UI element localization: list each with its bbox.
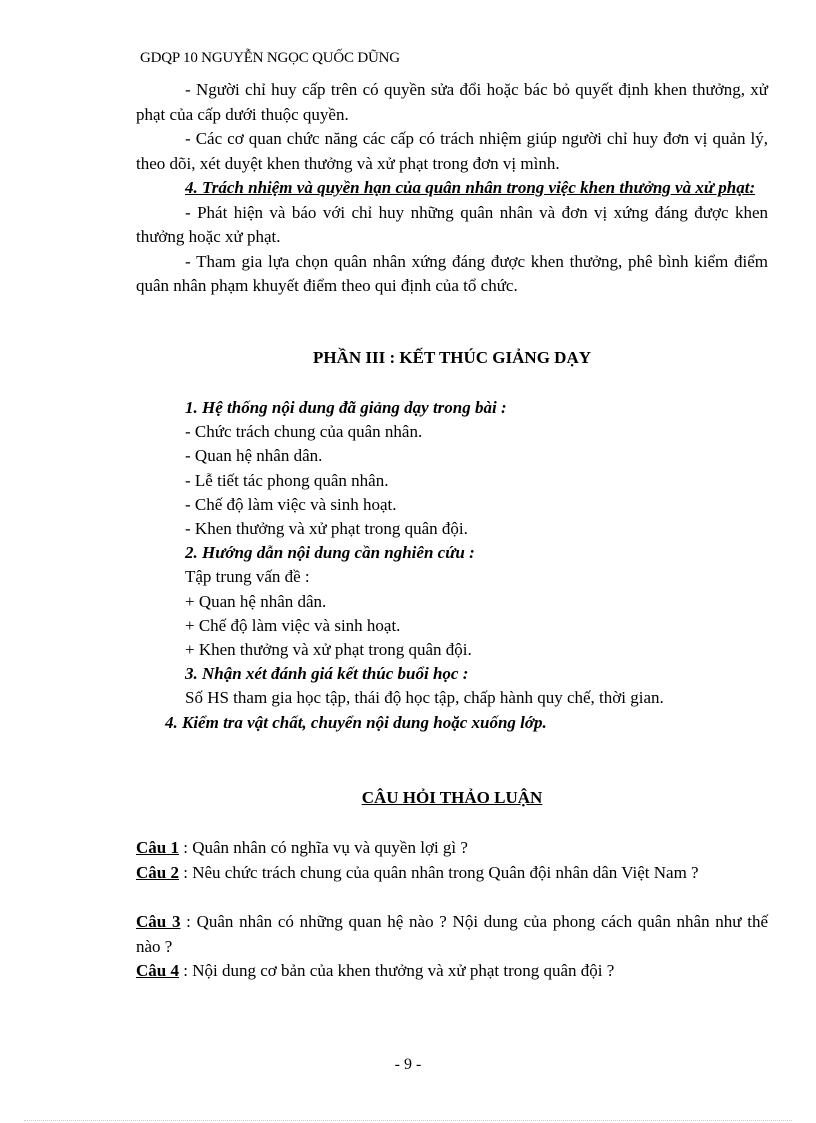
discussion-title: CÂU HỎI THẢO LUẬN — [361, 788, 543, 807]
heading-study-guide: 2. Hướng dẫn nội dung cần nghiên cứu : — [185, 543, 475, 563]
page-header: GDQP 10 NGUYỄN NGỌC QUỐC DŨNG — [140, 50, 400, 66]
list-item: + Quan hệ nhân dân. — [185, 591, 327, 611]
focus-label: Tập trung vấn đề : — [185, 567, 310, 587]
question-label: Câu 3 — [136, 912, 181, 931]
list-item: + Chế độ làm việc và sinh hoạt. — [185, 615, 401, 635]
question-text: : Quân nhân có những quan hệ nào ? Nội dung của phong cách quân nhân như thế nào ? — [136, 912, 769, 956]
question-1 — [136, 836, 768, 861]
question-text: : Quân nhân có nghĩa vụ và quyền lợi gì ? — [178, 838, 468, 857]
question-label: Câu 4 — [136, 961, 179, 980]
list-item: - Lễ tiết tác phong quân nhân. — [185, 470, 389, 490]
question-4 — [136, 959, 768, 984]
part3-content — [165, 396, 664, 735]
question-2 — [136, 861, 768, 886]
paragraph-superior-authority: - Người chỉ huy cấp trên có quyền sửa đổi hoặc bác bỏ quyết định khen thưởng, xử phạt của cấp dưới thuộc quyền. — [136, 80, 768, 124]
heading-system-content: 1. Hệ thống nội dung đã giảng dạy trong bài : — [185, 398, 507, 417]
heading-check-materials: 4. Kiểm tra vật chất, chuyển nội dung hoặc xuống lớp. — [165, 712, 547, 732]
question-text: : Nêu chức trách chung của quân nhân trong Quân đội nhân dân Việt Nam ? — [178, 863, 699, 882]
intro-section — [136, 78, 768, 299]
page-number: - 9 - — [394, 1056, 422, 1073]
paragraph-participate-selection: - Tham gia lựa chọn quân nhân xứng đáng được khen thưởng, phê bình kiểm điểm quân nhân phạm khuyết điểm theo qui định của tổ chức. — [136, 251, 768, 295]
part3-title: PHẦN III : KẾT THÚC GIẢNG DẠY — [312, 348, 592, 367]
question-3 — [136, 910, 768, 959]
list-item: + Khen thưởng và xử phạt trong quân đội. — [185, 640, 472, 660]
question-label: Câu 2 — [136, 863, 179, 882]
question-label: Câu 1 — [136, 838, 179, 857]
question-text: : Nội dung cơ bản của khen thưởng và xử phạt trong quân đội ? — [178, 961, 615, 980]
paragraph-detect-report: - Phát hiện và báo với chỉ huy những quân nhân và đơn vị xứng đáng được khen thưởng hoặc xử phạt. — [136, 202, 768, 246]
list-item: - Chức trách chung của quân nhân. — [185, 422, 423, 442]
page-edge-divider — [24, 1120, 792, 1121]
list-item: - Chế độ làm việc và sinh hoạt. — [185, 494, 397, 514]
heading-evaluation: 3. Nhận xét đánh giá kết thúc buổi học : — [185, 664, 469, 684]
list-item: - Khen thưởng và xử phạt trong quân đội. — [185, 519, 468, 539]
evaluation-text: Số HS tham gia học tập, thái độ học tập, chấp hành quy chế, thời gian. — [185, 688, 664, 708]
paragraph-functional-agencies: - Các cơ quan chức năng các cấp có trách nhiệm giúp người chỉ huy đơn vị quản lý, theo dõi, xét duyệt khen thưởng và xử phạt trong đơn vị mình. — [136, 129, 768, 173]
list-item: - Quan hệ nhân dân. — [185, 446, 323, 466]
heading-responsibilities: 4. Trách nhiệm và quyền hạn của quân nhân trong việc khen thưởng và xử phạt: — [185, 178, 756, 197]
